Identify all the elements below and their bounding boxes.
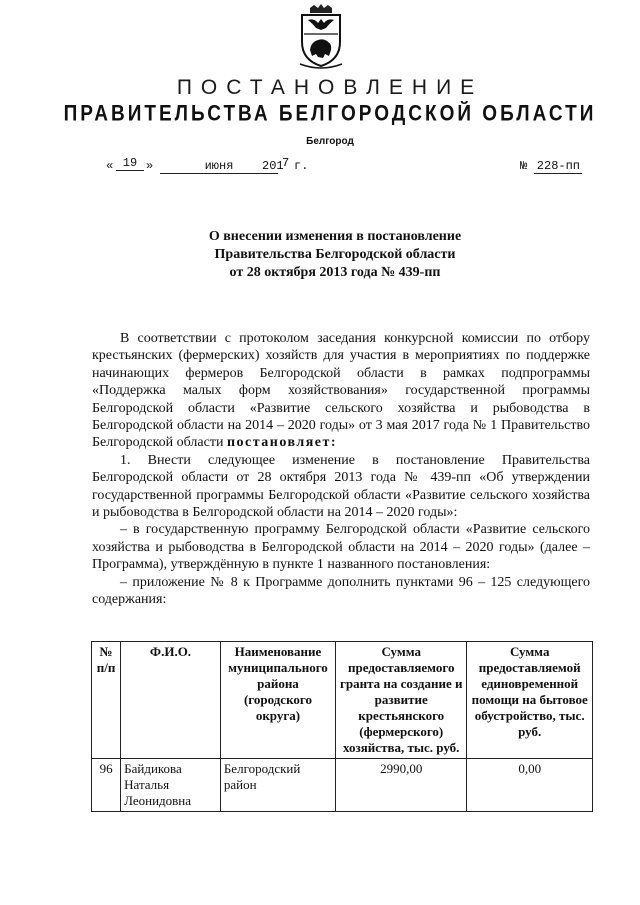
- city-label: Белгород: [306, 136, 354, 147]
- preamble-text: В соответствии с протоколом заседания конкурсной комиссии по отбору крестьянских (фермерских) хозяйств для участия в мероприятиях по поддержке начинающих фермеров Белгородской области в рамках подпрограммы «Поддержка малых форм хозяйствования» государственной программы Белгородской области «Развитие сельского хозяйства и рыбоводства в Белгородской области на 2014 – 2020 годы» от 3 мая 2017 года № 1 Правительство Белгородской области: [92, 331, 590, 451]
- date-close-quote: »: [146, 159, 154, 173]
- paragraph-preamble: [92, 330, 590, 452]
- date-year-unit: г.: [294, 159, 309, 173]
- coat-of-arms-emblem: [296, 4, 346, 70]
- date-day: 19: [116, 156, 144, 171]
- date-year-suffix: 7: [282, 156, 290, 170]
- title-line-3: от 28 октября 2013 года № 439-пп: [229, 265, 441, 280]
- issuer-heading: ПРАВИТЕЛЬСТВА БЕЛГОРОДСКОЙ ОБЛАСТИ: [63, 102, 597, 127]
- header-help: Сумма предоставляемой единовременной помощи на бытовое обустройство, тыс. руб.: [467, 642, 593, 759]
- title-line-1: О внесении изменения в постановление: [208, 229, 462, 244]
- header-fio: Ф.И.О.: [121, 642, 221, 759]
- number-value: 228-пп: [534, 159, 582, 174]
- cell-num: 96: [92, 759, 121, 812]
- header-num: № п/п: [92, 642, 121, 759]
- document-body: [92, 330, 590, 609]
- header-grant: Сумма предоставляемого гранта на создание и развитие крестьянского (фермерского) хозяйства, тыс. руб.: [336, 642, 467, 759]
- header-district: Наименование муниципального района (городского округа): [220, 642, 335, 759]
- table-row: [92, 759, 593, 812]
- date-month: июня: [160, 159, 278, 174]
- paragraph-program: – в государственную программу Белгородской области «Развитие сельского хозяйства и рыбоводства в Белгородской области на 2014 – 2020 годы» (далее – Программа), утверждённую в пункте 1 названного постановления:: [92, 522, 590, 573]
- cell-district: Белгородский район: [220, 759, 335, 812]
- number-sign: №: [520, 159, 528, 173]
- date-open-quote: «: [106, 159, 114, 173]
- cell-grant: 2990,00: [336, 759, 467, 812]
- document-type-heading: ПОСТАНОВЛЕНИЕ: [176, 76, 484, 99]
- paragraph-item-1: 1. Внести следующее изменение в постановление Правительства Белгородской области от 28 октября 2013 года № 439-пп «Об утверждении государственной программы Белгородской области «Развитие сельского хозяйства и рыбоводства в Белгородской области на 2014 – 2020 годы»:: [92, 452, 590, 521]
- paragraph-appendix: – приложение № 8 к Программе дополнить пунктами 96 – 125 следующего содержания:: [92, 574, 590, 608]
- document-title: [0, 228, 640, 282]
- cell-help: 0,00: [467, 759, 593, 812]
- cell-fio: Байдикова Наталья Леонидовна: [121, 759, 221, 812]
- grants-table: [91, 641, 593, 812]
- title-line-2: Правительства Белгородской области: [214, 247, 456, 262]
- document-number: [520, 159, 582, 174]
- table-header-row: [92, 642, 593, 759]
- decree-word: постановляет:: [226, 435, 338, 451]
- date-year-prefix: 201: [262, 159, 284, 173]
